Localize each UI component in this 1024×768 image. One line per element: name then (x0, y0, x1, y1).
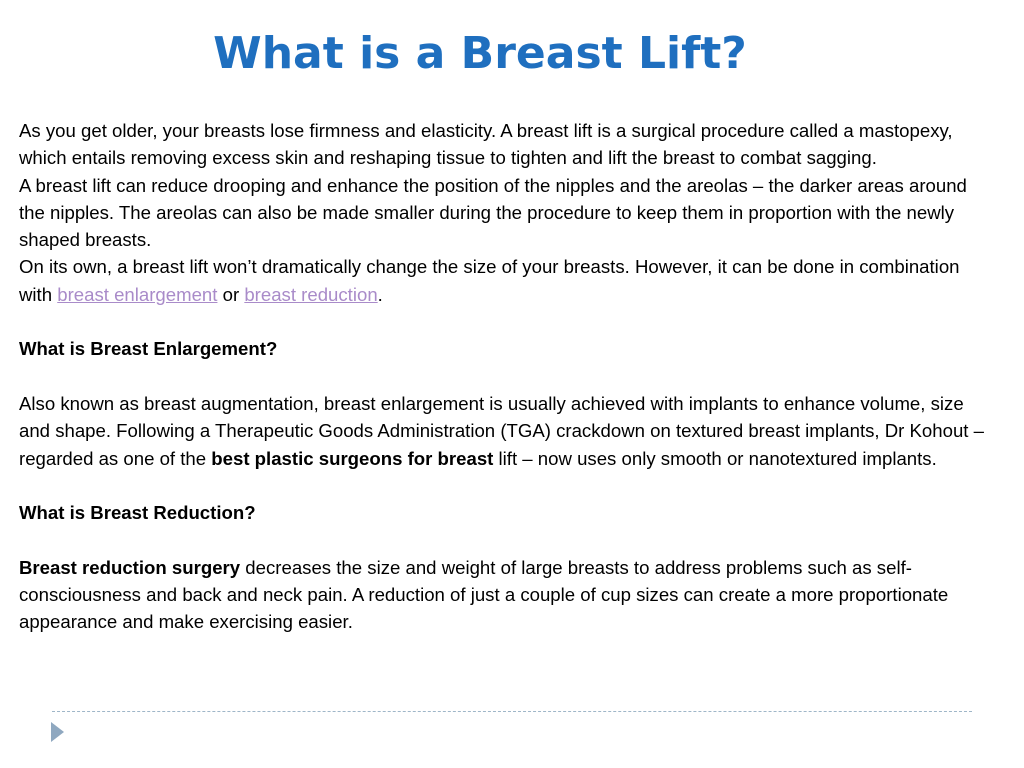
enlargement-text-start: Also known as breast augmentation, breast enlargement is usually achieved with implants to enhance volume, size and shape. Following a Therapeutic Goods Administration (TGA) crackdown on textured breast implants, Dr Kohout – regarded as one of the (19, 392, 984, 469)
reduction-heading (19, 499, 994, 526)
breast-reduction-link[interactable]: breast reduction (244, 283, 378, 305)
spacer (19, 472, 994, 499)
intro-paragraph-3-or: or (217, 283, 245, 305)
enlargement-heading-text: What is Breast Enlargement? (19, 338, 278, 360)
intro-paragraph-3-text: On its own, a breast lift won’t dramatically change the size of your breasts. However, it can be done in combination with (19, 256, 960, 305)
spacer (19, 526, 994, 553)
enlargement-heading (19, 335, 994, 362)
enlargement-paragraph (19, 390, 994, 472)
intro-paragraph-1: As you get older, your breasts lose firmness and elasticity. A breast lift is a surgical procedure called a mastopexy, which entails removing excess skin and reshaping tissue to tighten and lift the breast to combat sagging. (19, 120, 953, 169)
reduction-text: decreases the size and weight of large breasts to address problems such as self-consciousness and back and neck pain. A reduction of just a couple of cup sizes can create a more proportionate appearance and make exercising easier. (19, 556, 949, 633)
footer-divider (52, 711, 972, 712)
enlargement-text-end: lift – now uses only smooth or nanotextured implants. (493, 447, 937, 469)
triangle-right-icon (51, 722, 64, 742)
intro-paragraph-2: A breast lift can reduce drooping and enhance the position of the nipples and the areolas – the darker areas around the nipples. The areolas can also be made smaller during the procedure to keep them in proportion with the newly shaped breasts. (19, 174, 967, 251)
spacer (19, 308, 994, 335)
intro-paragraph-3 (19, 253, 994, 308)
reduction-heading-text: What is Breast Reduction? (19, 502, 256, 524)
intro-paragraph-3-end: . (377, 283, 383, 305)
enlargement-bold-text: best plastic surgeons for breast (211, 447, 494, 469)
slide-body (19, 117, 994, 636)
page-title: What is a Breast Lift? (213, 28, 747, 79)
spacer (19, 363, 994, 390)
breast-enlargement-link[interactable]: breast enlargement (57, 283, 218, 305)
reduction-paragraph (19, 554, 994, 636)
reduction-bold-text: Breast reduction surgery (19, 556, 241, 578)
